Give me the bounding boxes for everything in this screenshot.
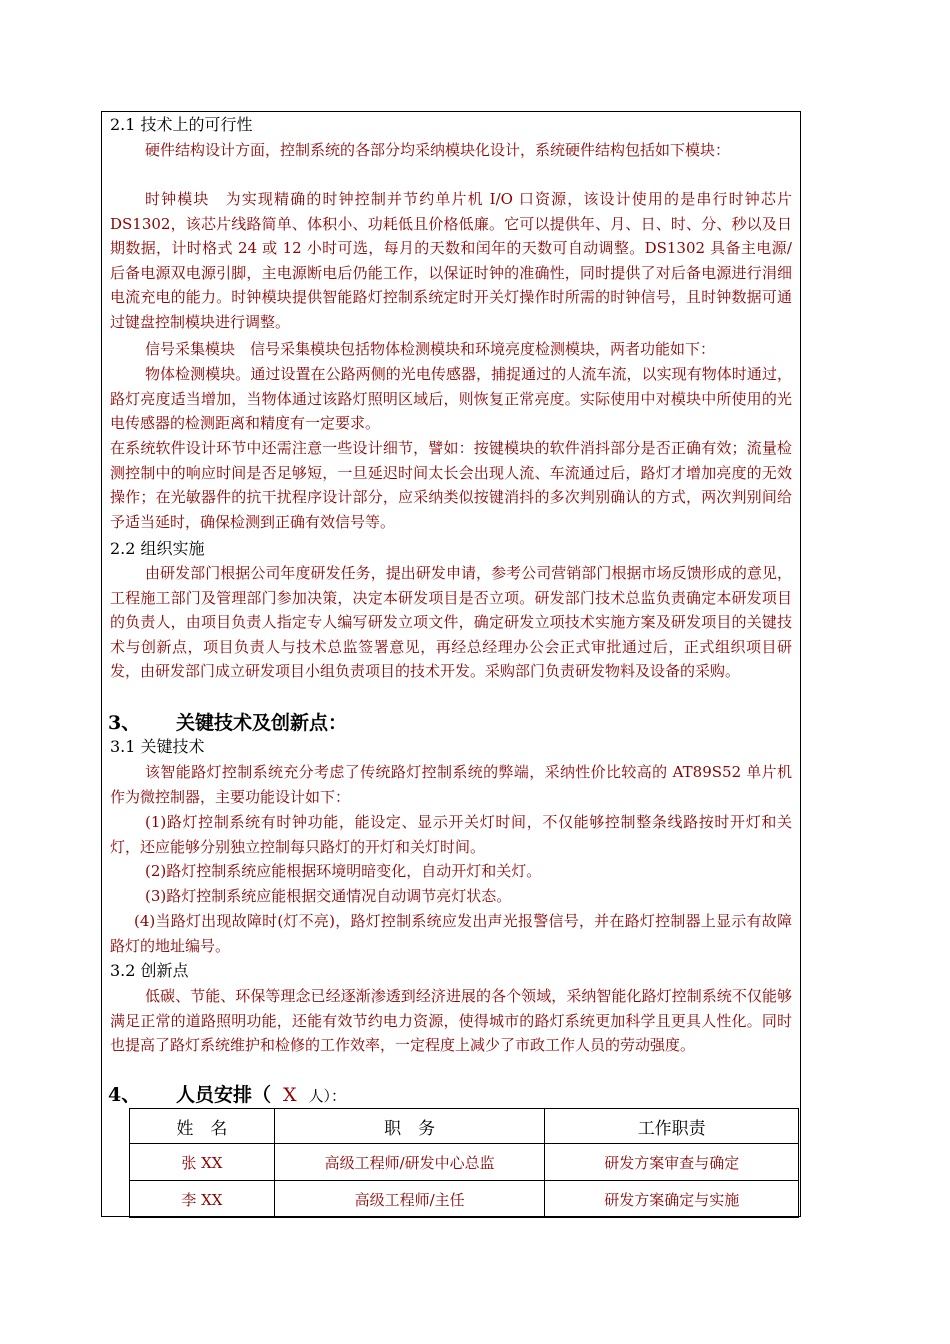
section-3-2-heading: 3.2 创新点 bbox=[110, 961, 189, 980]
section-2-2-heading: 2.2 组织实施 bbox=[110, 539, 205, 558]
s21-paragraph-signal-module: 信号采集模块 信号采集模块包括物体检测模块和环境亮度检测模块，两者功能如下： bbox=[145, 340, 716, 358]
cell-duty: 研发方案审查与确定 bbox=[545, 1144, 799, 1181]
cell-position: 高级工程师/主任 bbox=[274, 1181, 545, 1218]
staff-table bbox=[129, 1108, 799, 1218]
section-3-title: 关键技术及创新点： bbox=[176, 712, 348, 734]
staff-count: X bbox=[283, 1084, 297, 1106]
table-row bbox=[130, 1181, 799, 1218]
s21-paragraph-clock-module: 时钟模块 为实现精确的时钟控制并节约单片机 I/O 口资源，该设计使用的是串行时钟芯片 DS1302，该芯片线路简单、体积小、功耗低且价格低廉。它可以提供年、月、日、时、分、秒以及日期数据，计时格式 24 或 12 小时可选，每月的天数和闰年的天数可自动调整。DS1302 具备主电源/后备电源双电源引脚，主电源断电后仍能工作，以保证时钟的准确性，同时提供了对后备电源进行涓细电流充电的能力。时钟模块提供智能路灯控制系统定时开关灯操作时所需的时钟信号，且时钟数据可通过键盘控制模块进行调整。 bbox=[110, 190, 792, 331]
table-row bbox=[130, 1144, 799, 1181]
section-4-suffix: 人）： bbox=[308, 1087, 347, 1105]
cell-duty: 研发方案确定与实施 bbox=[545, 1181, 799, 1218]
s32-paragraph-innovation: 低碳、节能、环保等理念已经逐渐渗透到经济进展的各个领域，采纳智能化路灯控制系统不仅能够满足正常的道路照明功能，还能有效节约电力资源，使得城市的路灯系统更加科学且更具人性化。同时也提高了路灯系统维护和检修的工作效率，一定程度上减少了市政工作人员的劳动强度。 bbox=[110, 987, 792, 1055]
section-2-1-heading: 2.1 技术上的可行性 bbox=[110, 115, 253, 134]
cell-position: 高级工程师/研发中心总监 bbox=[274, 1144, 545, 1181]
section-4-heading bbox=[108, 1083, 346, 1108]
s21-paragraph-software: 在系统软件设计环节中还需注意一些设计细节，譬如：按键模块的软件消抖部分是否正确有效；流量检测控制中的响应时间是否足够短，一旦延迟时间太长会出现人流、车流通过后，路灯才增加亮度的无效操作；在光敏器件的抗干扰程序设计部分，应采纳类似按键消抖的多次判别确认的方式，两次判别间给予适当延时，确保检测到正确有效信号等。 bbox=[110, 439, 792, 531]
table-header-row bbox=[130, 1109, 799, 1144]
column-header-name: 姓 名 bbox=[130, 1109, 275, 1144]
section-3-heading bbox=[108, 711, 347, 735]
s31-paragraph-intro: 该智能路灯控制系统充分考虑了传统路灯控制系统的弊端，采纳性价比较高的 AT89S52 单片机作为微控制器，主要功能设计如下： bbox=[110, 763, 792, 806]
section-4-title: 人员安排（ bbox=[176, 1084, 272, 1106]
s21-paragraph-hardware: 硬件结构设计方面，控制系统的各部分均采纳模块化设计，系统硬件结构包括如下模块： bbox=[145, 141, 731, 159]
s31-item-2: (2)路灯控制系统应能根据环境明暗变化，自动开灯和关灯。 bbox=[145, 862, 542, 880]
cell-name: 李 XX bbox=[130, 1181, 275, 1218]
cell-name: 张 XX bbox=[130, 1144, 275, 1181]
section-3-1-heading: 3.1 关键技术 bbox=[110, 737, 205, 756]
section-3-number: 3、 bbox=[108, 712, 141, 734]
column-header-position: 职 务 bbox=[274, 1109, 545, 1144]
s22-paragraph-organization: 由研发部门根据公司年度研发任务，提出研发申请，参考公司营销部门根据市场反馈形成的意见，工程施工部门及管理部门参加决策，决定本研发项目是否立项。研发部门技术总监负责确定本研发项目的负责人，由项目负责人指定专人编写研发立项文件，确定研发立项技术实施方案及研发项目的关键技术与创新点，项目负责人与技术总监签署意见，再经总经理办公会正式审批通过后，正式组织项目研发，由研发部门成立研发项目小组负责项目的技术开发。采购部门负责研发物料及设备的采购。 bbox=[110, 564, 792, 681]
section-4-number: 4、 bbox=[108, 1084, 141, 1106]
s31-item-1: (1)路灯控制系统有时钟功能，能设定、显示开关灯时间，不仅能够控制整条线路按时开灯和关灯，还应能够分别独立控制每只路灯的开灯和关灯时间。 bbox=[110, 813, 792, 856]
column-header-duty: 工作职责 bbox=[545, 1109, 799, 1144]
s31-item-3: (3)路灯控制系统应能根据交通情况自动调节亮灯状态。 bbox=[145, 887, 512, 905]
s31-item-4: (4)当路灯出现故障时(灯不亮)，路灯控制系统应发出声光报警信号，并在路灯控制器上显示有故障路灯的地址编号。 bbox=[110, 912, 792, 955]
s21-paragraph-object-detection: 物体检测模块。通过设置在公路两侧的光电传感器，捕捉通过的人流车流，以实现有物体时通过，路灯亮度适当增加，当物体通过该路灯照明区域后，则恢复正常亮度。实际使用中对模块中所使用的光电传感器的检测距离和精度有一定要求。 bbox=[110, 365, 792, 433]
